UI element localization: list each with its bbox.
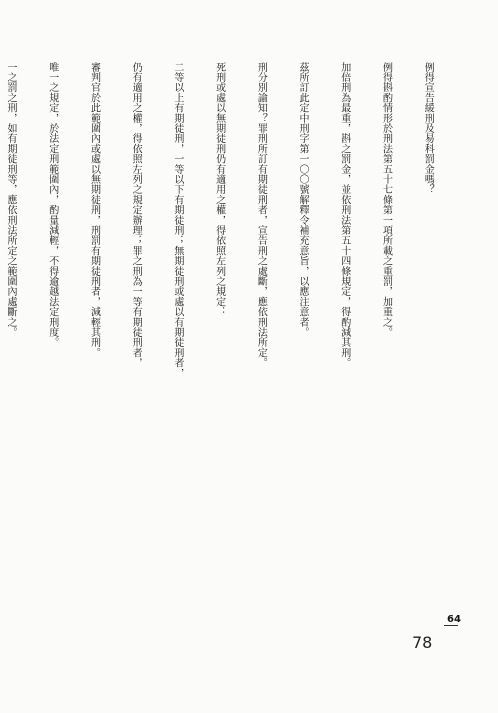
text-column: 死刑或處以無期徒刑仍有適用之權，得依照左列之規定： [213,62,225,317]
text-column: 茲所訂此定中刑字第一〇〇號解釋令補充意旨，以應注意者。 [297,62,309,338]
page-number-large: 78 [412,633,433,652]
body-text [5,62,462,602]
page-number-small: 64 [447,614,461,625]
text-column: 一之罰之刑，如有期徒刑等，應依刑法所定之範圍內處斷之。 [5,62,16,338]
text-column: 二等以上有期徒刑，一等以下有期徒刑；無期徒刑或處以有期徒刑者， [171,62,183,379]
text-column: 刑分別諭知？罪刑所訂有期徒刑者，宣告刑之處斷，應依刑法所定。 [255,62,267,368]
text-column: 唯一之規定，於法定刑範圍內，酌量減輕，不得逾越法定刑度。 [46,62,58,348]
text-column: 例得宣告緩刑及易科罰金嗎？ [422,62,434,195]
text-column: 仍有適用之權，得依照左列之規定辦理；罪之刑為一等有期徒刑者， [130,62,142,368]
text-column: 審判官於此範圍內或處以無期徒刑，刑罰有期徒刑者，減輕其刑。 [88,62,100,358]
text-column: 加倍刑為最重，斟之罰金，並依刑法第五十四條規定，得酌減其刑。 [338,62,350,368]
text-column: 例得斟酌情形於刑法第五十七條第一項所載之重罰，加重之。 [380,62,392,338]
page-number-underline [444,625,458,626]
